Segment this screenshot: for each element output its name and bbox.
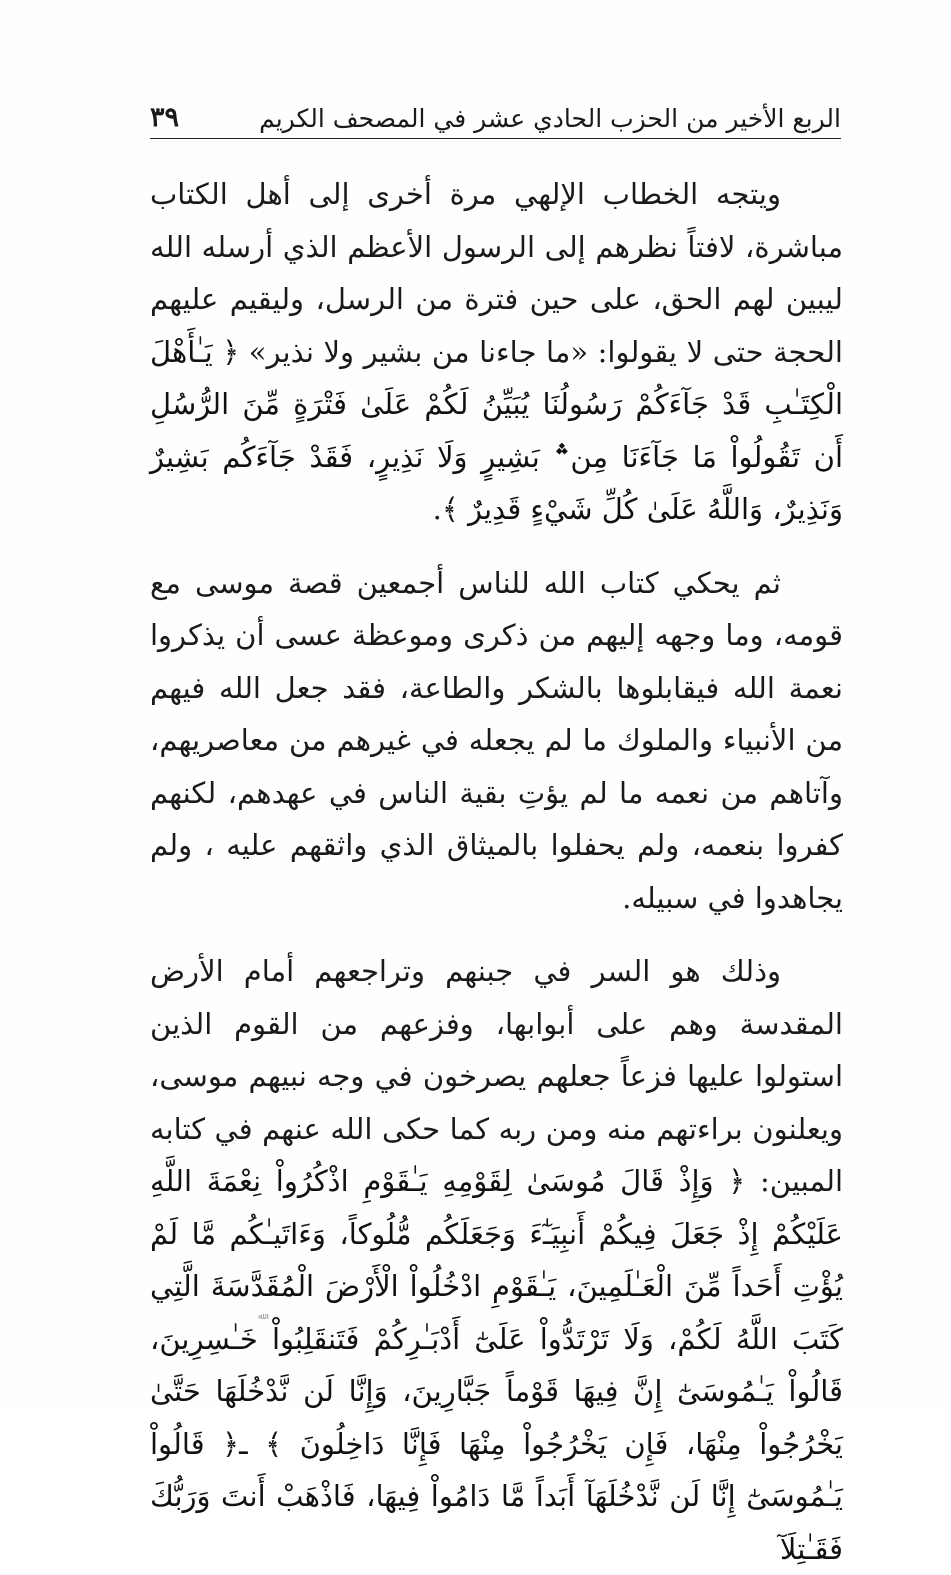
paragraph-1 bbox=[150, 168, 843, 536]
quran-verse-1: ﴿ يَـٰأَهْلَ الْكِتَـٰبِ قَدْ جَآءَكُمْ رَسُولُنَا يُبَيِّنُ لَكُمْ عَلَىٰ فَتْرَةٍ مِّنَ الرُّسُلِ أَن تَقُولُواْ مَا جَآءَنَا مِن؞ بَشِيرٍ وَلَا نَذِيرٍ، فَقَدْ جَآءَكُم بَشِيرٌ وَنَذِيرٌ، وَاللَّهُ عَلَىٰ كُلِّ شَيْءٍ قَدِيرٌ ﴾ bbox=[150, 334, 843, 526]
running-header bbox=[150, 96, 841, 136]
header-title: الربع الأخير من الحزب الحادي عشر في المصحف الكريم bbox=[259, 104, 841, 133]
paragraph-1-end: . bbox=[432, 492, 442, 526]
quran-verse-2: ﴿ وَإِذْ قَالَ مُوسَىٰ لِقَوْمِهِ يَـٰقَوْمِ اذْكُرُواْ نِعْمَةَ اللَّهِ عَلَيْكُمْ إِذْ جَعَلَ فِيكُمْ أَنبِيَـٰٓءَ وَجَعَلَكُم مُّلُوكاً، وَءَاتَيـٰكُم مَّا لَمْ يُؤْتِ أَحَداً مِّنَ الْعَـٰلَمِينَ، يَـٰقَوْمِ ادْخُلُواْ الْأَرْضَ الْمُقَدَّسَةَ الَّتِي كَتَبَ اللَّهُ لَكُمْ، وَلَا تَرْتَدُّواْ عَلَىٰٓ أَدْبَـٰرِكُمْ فَتَنقَلِبُواْ خَـٰسِرِينَ، قَالُواْ يَـٰمُوسَىٰٓ إِنَّ فِيهَا قَوْماً جَبَّارِينَ، وَإِنَّا لَن نَّدْخُلَهَا حَتَّىٰ يَخْرُجُواْ مِنْهَا، فَإِن يَخْرُجُواْ مِنْهَا فَإِنَّا دَاخِلُونَ ﴾ ـ﴿ قَالُواْ يَـٰمُوسَىٰٓ إِنَّا لَن نَّدْخُلَهَآ أَبَداً مَّا دَامُواْ فِيهَا، فَاذْهَبْ أَنتَ وَرَبُّكَ فَقَـٰتِلَآ bbox=[150, 1164, 843, 1566]
header-rule bbox=[150, 138, 841, 139]
print-speck: ﷲ bbox=[258, 1312, 264, 1322]
paragraph-2-text: ثم يحكي كتاب الله للناس أجمعين قصة موسى مع قومه، وما وجهه إليهم من ذكرى وموعظة عسى أن يذكروا نعمة الله فيقابلوها بالشكر والطاعة، فقد جعل الله فيهم من الأنبياء والملوك ما لم يجعله في غيرهم من معاصريهم، وآتاهم من نعمه ما لم يؤتِ بقية الناس في عهدهم، لكنهم كفروا بنعمه، ولم يحفلوا بالميثاق الذي واثقهم عليه ، ولم يجاهدوا في سبيله. bbox=[150, 565, 843, 915]
paragraph-3-text: وذلك هو السر في جبنهم وتراجعهم أمام الأرض المقدسة وهم على أبوابها، وفزعهم من القوم الذين استولوا عليها فزعاً جعلهم يصرخون في وجه نبيهم موسى، ويعلنون براءتهم منه ومن ربه كما حكى الله عنهم في كتابه المبين: bbox=[150, 954, 843, 1198]
page-number: ٣٩ bbox=[150, 102, 180, 133]
body-text bbox=[150, 168, 843, 1575]
paragraph-1-text: ويتجه الخطاب الإلهي مرة أخرى إلى أهل الكتاب مباشرة، لافتاً نظرهم إلى الرسول الأعظم الذي أرسله الله ليبين لهم الحق، على حين فترة من الرسل، وليقيم عليهم الحجة حتى لا يقولوا: «ما جاءنا من بشير ولا نذير» bbox=[150, 177, 843, 369]
paragraph-3 bbox=[150, 945, 843, 1575]
paragraph-2 bbox=[150, 557, 843, 925]
